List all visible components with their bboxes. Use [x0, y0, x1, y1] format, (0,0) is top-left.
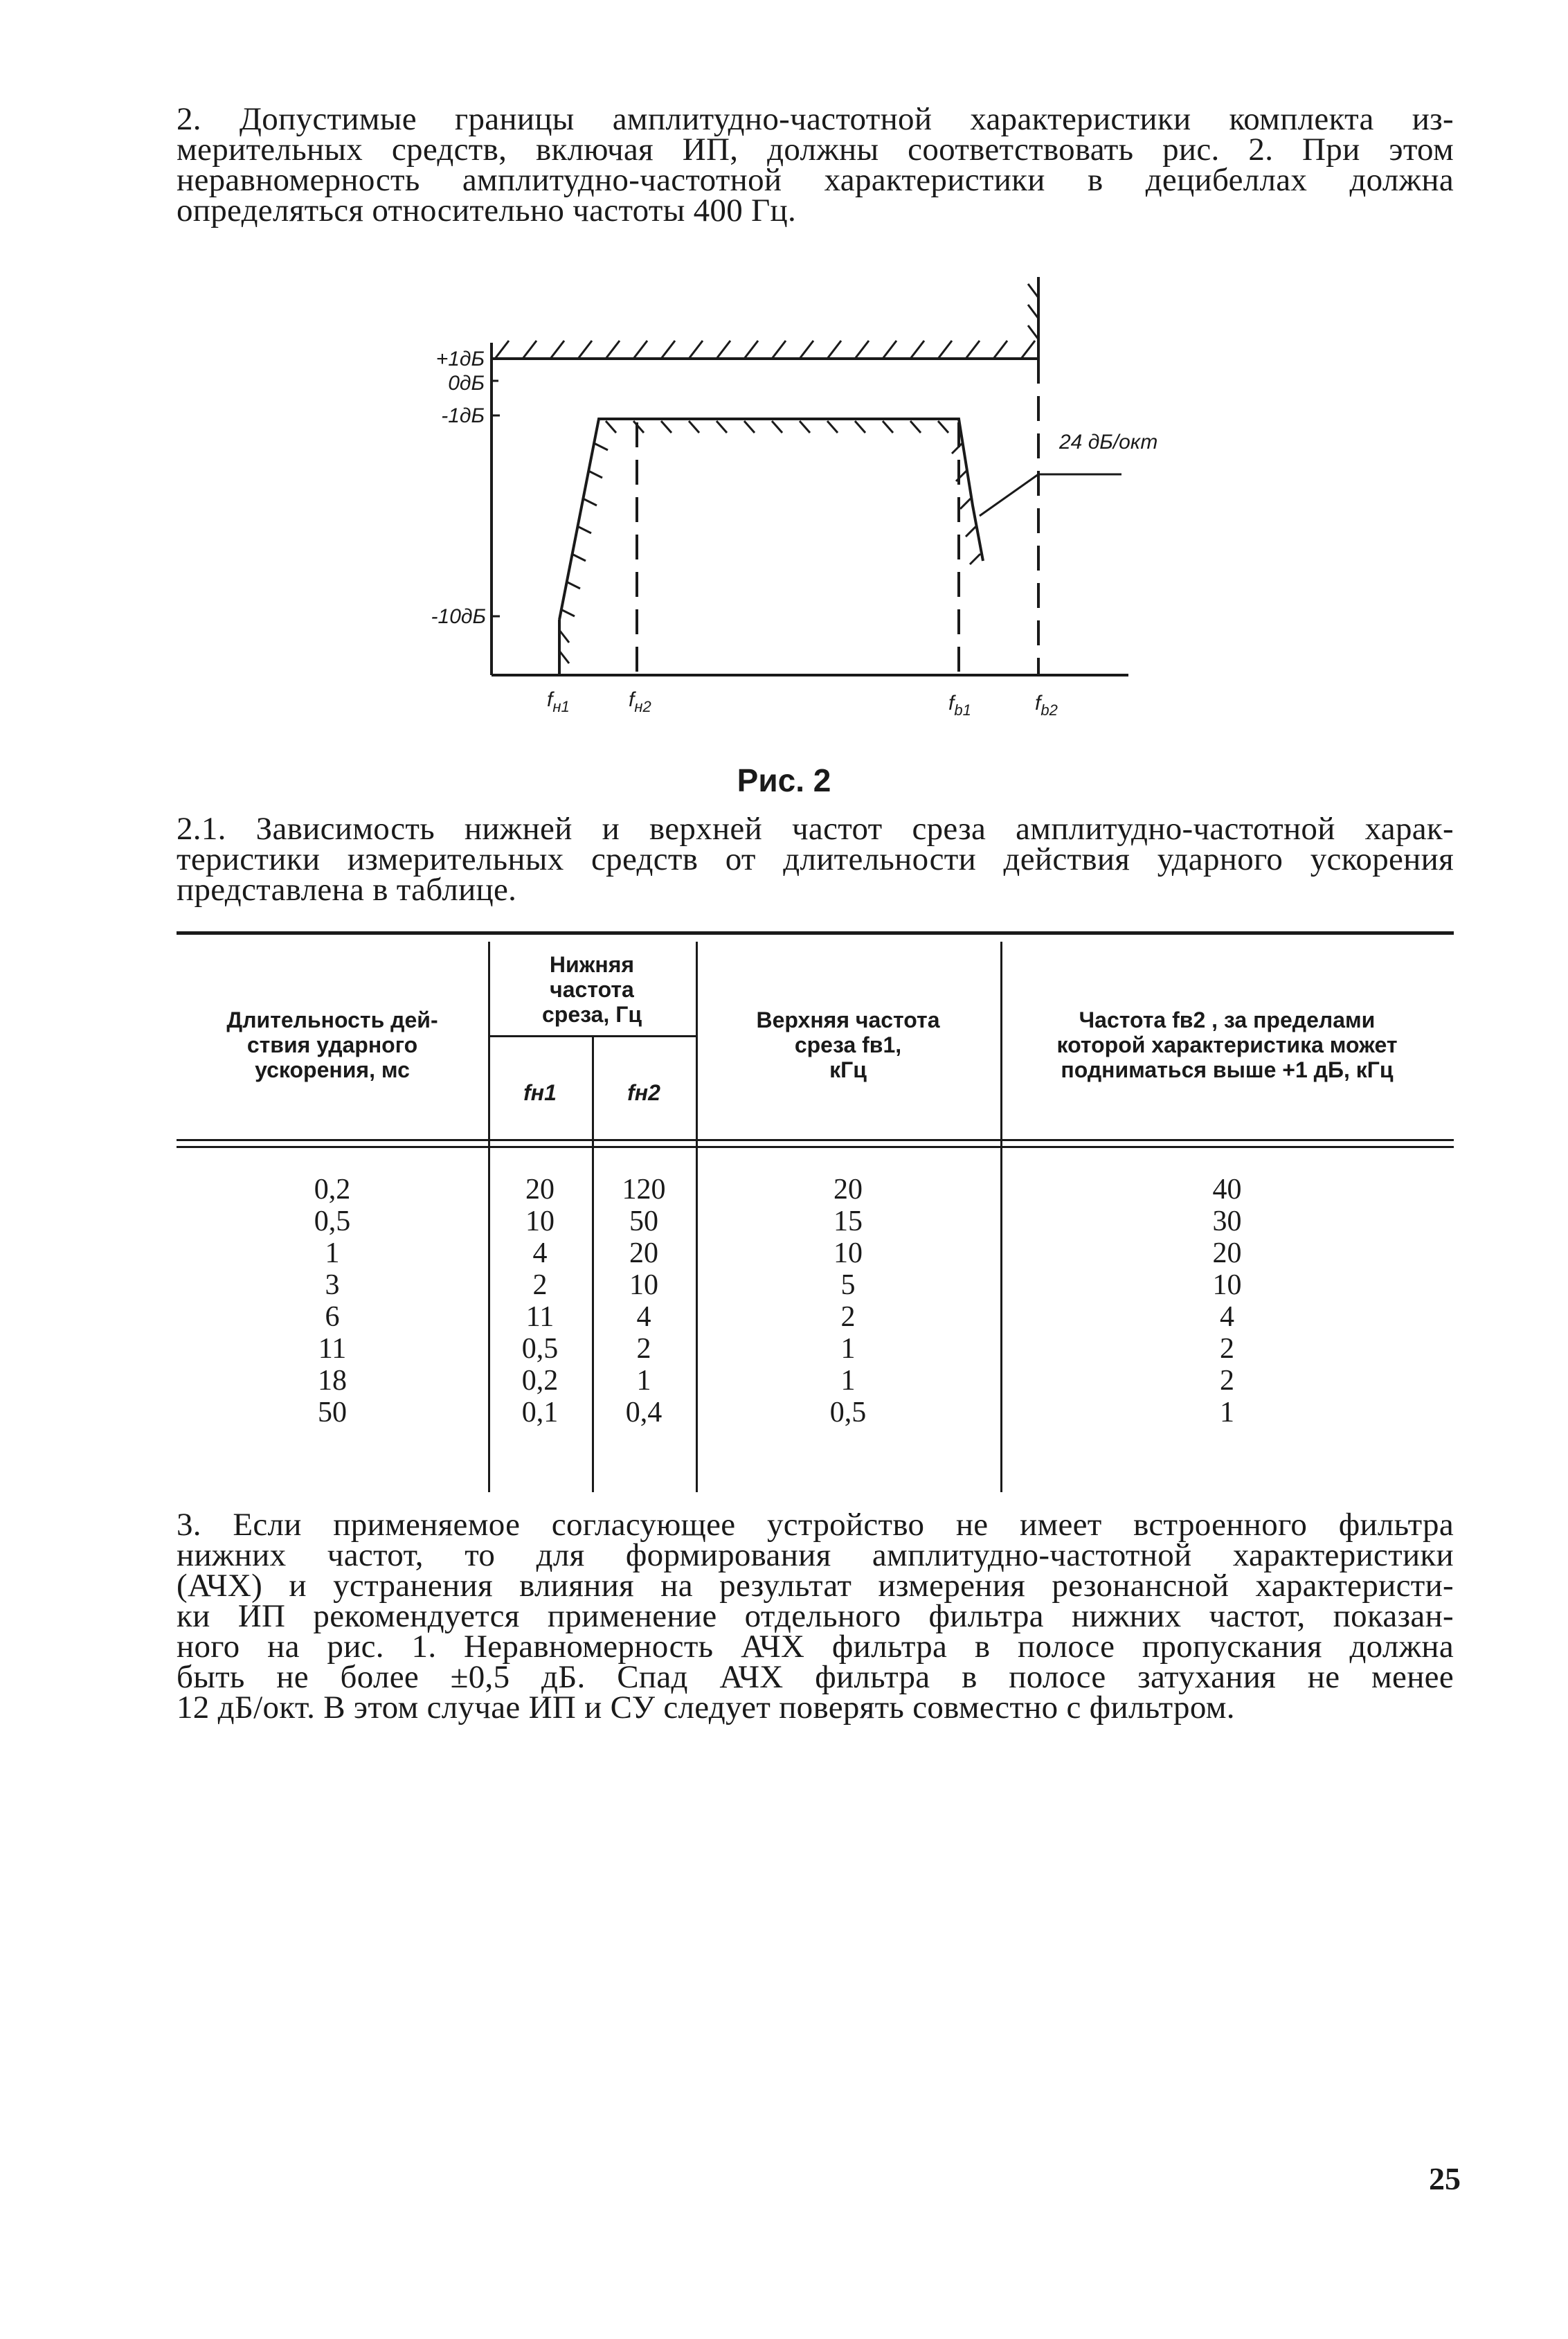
table-cell: 6 [325, 1301, 340, 1333]
table-cell: 1 [325, 1237, 340, 1269]
lower-limit-line [559, 419, 983, 620]
table-cell: 20 [833, 1174, 863, 1206]
table-cell: 1 [840, 1365, 856, 1397]
table-cell: 2 [1220, 1333, 1234, 1365]
text-line: теристики измерительных средств от длительности действия ударного ускорения [177, 841, 1454, 877]
table-cell: 4 [636, 1301, 651, 1333]
table-cell: 11 [318, 1333, 347, 1365]
x-label-fn2: $f_{н2}$ [629, 688, 651, 715]
table-cell: 0,5 [829, 1397, 867, 1428]
text-line: ного на рис. 1. Неравномерность АЧХ фильтра в полосе пропускания должна [177, 1629, 1454, 1665]
figure-caption: Рис. 2 [737, 762, 831, 798]
text-line: 2.1. Зависимость нижней и верхней частот среза амплитудно-частотной харак- [177, 811, 1454, 847]
y-label-0: 0дБ [448, 372, 485, 395]
table-cell: 10 [1212, 1269, 1242, 1301]
text-line: (АЧХ) и устранения влияния на результат измерения резонансной характеристи- [177, 1568, 1454, 1604]
table-cell: 5 [840, 1269, 856, 1301]
cutoff-frequency-table [177, 931, 1454, 1499]
header-fn1: fн1 [523, 1080, 557, 1105]
text-line: 12 дБ/окт. В этом случае ИП и СУ следует поверять совместно с фильтром. [177, 1690, 1235, 1726]
page-number: 25 [1429, 2161, 1461, 2196]
text-line: быть не более ±0,5 дБ. Спад АЧХ фильтра в полосе затухания не менее [177, 1659, 1454, 1695]
text-line: нижних частот, то для формирования амплитудно-частотной характеристики [177, 1537, 1454, 1573]
table-cell: 2 [840, 1301, 856, 1333]
table-cell: 11 [525, 1301, 555, 1333]
table-cell: 0,5 [521, 1333, 559, 1365]
table-cell: 0,2 [314, 1174, 351, 1206]
table-cell: 4 [1220, 1301, 1234, 1333]
table-cell: 0,2 [521, 1365, 559, 1397]
paragraph-3 [177, 1507, 1454, 1726]
table-header-rule-2 [177, 1146, 1454, 1148]
table-cell: 30 [1212, 1206, 1242, 1237]
table-top-rule [177, 931, 1454, 935]
text-line: 2. Допустимые границы амплитудно-частотной характеристики комплекта из- [177, 101, 1454, 137]
y-label-minus10: -10дБ [431, 605, 486, 628]
text-line: мерительных средств, включая ИП, должны соответствовать рис. 2. При этом [177, 132, 1454, 168]
text-line: неравномерность амплитудно-частотной характеристики в децибеллах должна [177, 162, 1454, 198]
paragraph-2 [177, 101, 1454, 228]
y-label-minus1: -1дБ [441, 404, 485, 427]
table-cell: 1 [636, 1365, 651, 1397]
table-cell: 50 [629, 1206, 658, 1237]
x-label-fb2: $f_{b2}$ [1035, 692, 1058, 719]
table-cell: 2 [532, 1269, 548, 1301]
table-cell: 20 [1212, 1237, 1242, 1269]
header-duration: Длительность дей- ствия ударного ускорения, мс [226, 1007, 438, 1082]
table-cell: 0,1 [521, 1397, 559, 1428]
frequency-response-diagram [408, 277, 1239, 734]
table-cell: 20 [629, 1237, 658, 1269]
text-line: 3. Если применяемое согласующее устройство не имеет встроенного фильтра [177, 1507, 1454, 1543]
table-cell: 10 [833, 1237, 863, 1269]
table-cell: 10 [629, 1269, 658, 1301]
header-lower-group: Нижняя частота среза, Гц [541, 952, 642, 1027]
header-fb2: Частота fв2 , за пределами которой характеристика может подниматься выше +1 дБ, кГц [1056, 1007, 1398, 1082]
table-cell: 120 [622, 1174, 666, 1206]
text-line: представлена в таблице. [177, 872, 517, 908]
table-header-rule [177, 1139, 1454, 1141]
paragraph-2-1 [177, 811, 1454, 908]
text-line: определяться относительно частоты 400 Гц. [177, 192, 797, 228]
header-fn2: fн2 [627, 1080, 660, 1105]
table-cell: 20 [525, 1174, 555, 1206]
table-cell: 1 [1220, 1397, 1234, 1428]
header-upper: Верхняя частота среза fв1, кГц [756, 1007, 940, 1082]
table-cell: 3 [325, 1269, 340, 1301]
upper-limit-hatch [495, 341, 1035, 359]
table-cell: 40 [1212, 1174, 1242, 1206]
table-cell: 50 [318, 1397, 347, 1428]
table-cell: 2 [636, 1333, 651, 1365]
table-cell: 15 [833, 1206, 863, 1237]
text-line: ки ИП рекомендуется применение отдельного фильтра нижних частот, показан- [177, 1598, 1454, 1634]
table-cell: 4 [532, 1237, 548, 1269]
table-cell: 10 [525, 1206, 555, 1237]
y-label-plus1: +1дБ [435, 348, 485, 370]
x-label-fb1: $f_{b1}$ [948, 692, 971, 719]
table-cell: 0,5 [314, 1206, 351, 1237]
x-label-fn1: $f_{н1}$ [547, 688, 570, 715]
table-cell: 2 [1220, 1365, 1234, 1397]
table-cell: 1 [840, 1333, 856, 1365]
table-cell: 18 [318, 1365, 347, 1397]
lower-limit-hatch [561, 421, 980, 616]
slope-annotation: 24 дБ/окт [1059, 431, 1158, 454]
table-cell: 0,4 [625, 1397, 663, 1428]
